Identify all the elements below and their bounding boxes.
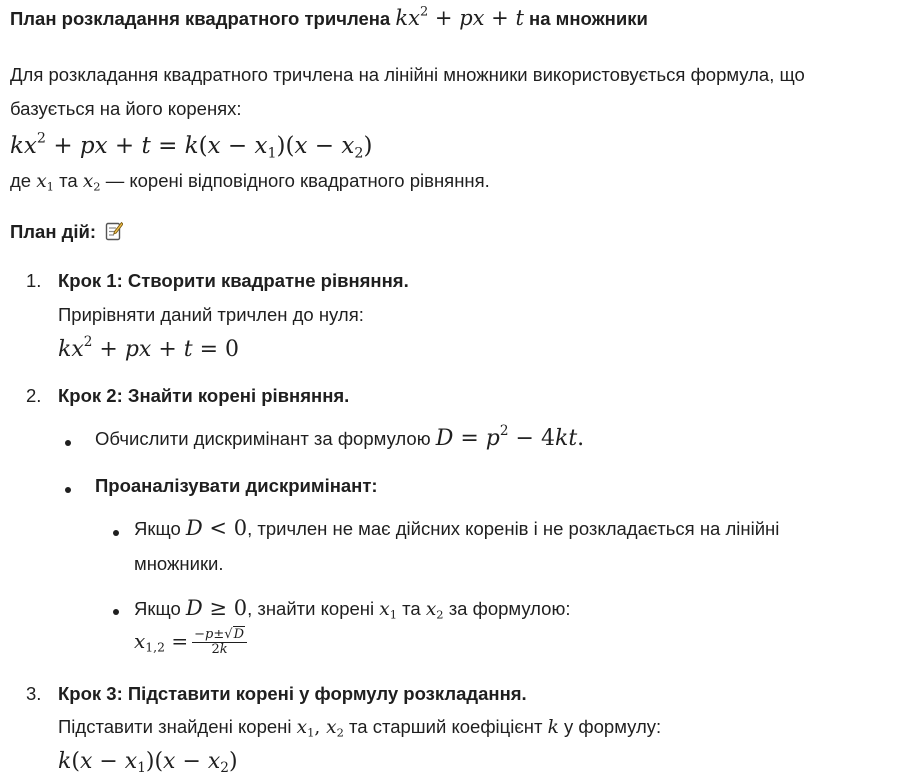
step-1-title: Крок 1: Створити квадратне рівняння. [58,270,409,291]
step-3-text: Підставити знайдені корені $x_1$, $x_2$ та старший коефіцієнт k у формулу: [58,716,662,740]
case-negative-suffix: , тричлен не має дійсних коренів і не розкладається на лінійні [247,518,780,539]
step-3-title: Крок 3: Підставити корені у формулу розкладання. [58,683,527,704]
memo-icon [105,221,123,241]
step-1-number: 1. [26,270,42,291]
trinomial-expression: $kx^2$ + px + t [395,4,524,30]
discriminant-bullet: Обчислити дискримінант за формулою $D = p^2 - 4kt$. [95,422,585,451]
step-2-title: Крок 2: Знайти корені рівняння. [58,385,350,406]
roots-and: та [59,170,78,191]
case-positive-mid: , знайти корені [247,598,375,619]
step-3-text-mid: та старший коефіцієнт [349,716,543,737]
plan-title: План дій: [10,221,97,242]
analyze-bullet: Проаналізувати дискримінант: [95,475,378,496]
factorization-formula: $kx^2$ + px + $t = k(x - x_1)(x - x_2)$ [10,130,373,162]
step-1-equation: $kx^2$ + px + t = 0 [58,333,240,362]
case-negative-line-1: Якщо D < 0, тричлен не має дійсних коренів і не розкладається на лінійні [134,516,780,540]
bullet-marker [113,609,119,615]
case-positive-line: Якщо D ≥ 0, знайти корені $x_1$ та $x_2$ за формулою: [134,596,571,622]
title-suffix: на множники [529,8,648,29]
case-positive-prefix: Якщо [134,598,181,619]
step-3-formula: $k(x - x_1)(x - x_2)$ [58,749,238,777]
step-3-text-suffix: у формулу: [564,716,662,737]
plan-heading [10,221,123,243]
case-negative-line-2: множники. [134,553,224,574]
roots-fraction: $\frac{-p\pm√D}{2k}$ [192,628,247,657]
roots-definition: де $x_1$ та $x_2$ — корені відповідного квадратного рівняння. [10,170,490,194]
step-2-number: 2. [26,385,42,406]
bullet-marker [65,440,71,446]
step-1-text: Прирівняти даний тричлен до нуля: [58,304,364,325]
discriminant-text: Обчислити дискримінант за формулою [95,428,431,449]
case-negative-prefix: Якщо [134,518,181,539]
case-positive-suffix: за формулою: [448,598,571,619]
step-3-number: 3. [26,683,42,704]
bullet-marker [113,530,119,536]
roots-formula: $x_{1,2}$ = $\frac{-p\pm√D}{2k}$ [134,628,247,657]
roots-prefix: де [10,170,32,191]
intro-line-2: базується на його коренях: [10,98,242,119]
case-positive-and: та [402,598,421,619]
bullet-marker [65,487,71,493]
intro-line-1: Для розкладання квадратного тричлена на лінійні множники використовується формула, що [10,64,805,85]
title-prefix: План розкладання квадратного тричлена [10,8,391,29]
step-3-text-prefix: Підставити знайдені корені [58,716,292,737]
page-title [10,6,648,30]
roots-suffix: — корені відповідного квадратного рівняння. [105,170,490,191]
